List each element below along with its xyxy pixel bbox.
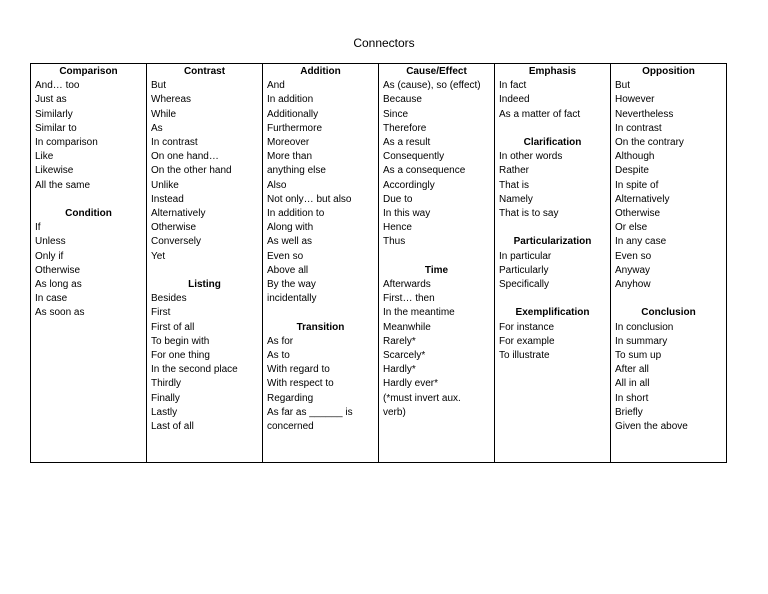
connector-item: As a matter of fact (499, 108, 581, 120)
connector-item: Only if (35, 250, 64, 262)
connector-item: Also (267, 179, 287, 191)
table-row (31, 64, 727, 463)
connector-item: As soon as (35, 307, 85, 319)
connector-item: Therefore (383, 122, 427, 134)
connector-item: As (cause), so (effect) (383, 80, 481, 92)
section-header: Exemplification (515, 307, 590, 319)
connector-item: In addition (267, 94, 314, 106)
connector-item: More than (267, 151, 313, 163)
connector-item: Alternatively (615, 193, 670, 205)
connector-item: Since (383, 108, 409, 120)
connector-item: Besides (151, 293, 187, 305)
connector-item: Along with (267, 222, 314, 234)
connector-item: incidentally (267, 293, 317, 305)
connector-item: But (151, 80, 167, 92)
connector-item: First… then (383, 293, 435, 305)
connector-item: Particularly (499, 264, 549, 276)
connector-item: However (615, 94, 655, 106)
section-header: Cause/Effect (406, 66, 467, 77)
connector-item: After all (615, 364, 649, 376)
connector-item: Lastly (151, 406, 178, 418)
section-spacer (151, 264, 258, 278)
connector-item: In any case (615, 236, 667, 248)
connector-item: In the meantime (383, 307, 455, 319)
connector-item: Scarcely* (383, 350, 426, 362)
connector-item: In contrast (151, 137, 198, 149)
connector-item: Even so (615, 250, 652, 262)
connector-item: As long as (35, 279, 82, 291)
connector-item: All the same (35, 179, 91, 191)
connector-item: For instance (499, 321, 555, 333)
connector-item: Additionally (267, 108, 319, 120)
connector-item: Consequently (383, 151, 445, 163)
column-opposition (611, 64, 727, 463)
connector-item: Not only… but also (267, 193, 352, 205)
connector-item: Likewise (35, 165, 74, 177)
connector-item: If (35, 222, 41, 234)
section-header: Comparison (59, 66, 118, 77)
connector-item: For one thing (151, 350, 210, 362)
connector-item: Regarding (267, 392, 314, 404)
connector-item: Unlike (151, 179, 179, 191)
connector-item: In addition to (267, 208, 325, 220)
connector-item: Otherwise (615, 208, 661, 220)
column-comparison (31, 64, 147, 463)
connector-item: With regard to (267, 364, 330, 376)
connector-item: In this way (383, 208, 431, 220)
connector-item: Namely (499, 193, 533, 205)
connector-item: Conversely (151, 236, 202, 248)
connector-item: As to (267, 350, 290, 362)
column-addition (263, 64, 379, 463)
connector-item: Indeed (499, 94, 530, 106)
section-spacer (499, 122, 606, 136)
connector-item: Instead (151, 193, 184, 205)
connector-item: Alternatively (151, 208, 206, 220)
connector-item: In spite of (615, 179, 659, 191)
connector-item: With respect to (267, 378, 334, 390)
connector-item: Moreover (267, 137, 310, 149)
connector-item: Whereas (151, 94, 192, 106)
connector-item: On the contrary (615, 137, 684, 149)
connector-item: As a result (383, 137, 431, 149)
connector-item: Anyhow (615, 279, 651, 291)
connector-item: Just as (35, 94, 67, 106)
connector-item: anything else (267, 165, 326, 177)
connector-item: Or else (615, 222, 648, 234)
connector-item: In fact (499, 80, 527, 92)
connector-item: That is to say (499, 208, 559, 220)
connector-item: As for (267, 335, 294, 347)
section-spacer (499, 292, 606, 306)
connector-item: Yet (151, 250, 166, 262)
section-header: Condition (65, 208, 112, 220)
connector-item: First (151, 307, 171, 319)
connector-item: For example (499, 335, 555, 347)
column-cause-effect (379, 64, 495, 463)
connector-item: In other words (499, 151, 563, 163)
connector-item: To begin with (151, 335, 210, 347)
connector-item: In conclusion (615, 321, 674, 333)
connector-item: All in all (615, 378, 650, 390)
section-header: Emphasis (528, 66, 577, 77)
column-emphasis (495, 64, 611, 463)
connector-item: concerned (267, 421, 314, 433)
connectors-table (30, 63, 727, 463)
connector-item: Similar to (35, 122, 77, 134)
column-contrast (147, 64, 263, 463)
connector-item: Otherwise (151, 222, 197, 234)
connector-item: First of all (151, 321, 195, 333)
page-title: Connectors (353, 36, 415, 50)
connector-item: Hence (383, 222, 412, 234)
connector-item: In contrast (615, 122, 662, 134)
connector-item: Specifically (499, 279, 550, 291)
connector-item: Accordingly (383, 179, 435, 191)
connector-item: Thirdly (151, 378, 182, 390)
connector-item: Meanwhile (383, 321, 431, 333)
connector-item: That is (499, 179, 530, 191)
connector-item: While (151, 108, 177, 120)
section-header: Clarification (523, 137, 582, 148)
connector-item: verb) (383, 406, 406, 418)
section-header: Opposition (642, 66, 695, 77)
connector-item: Because (383, 94, 422, 106)
connector-item: Thus (383, 236, 406, 248)
connector-item: Rather (499, 165, 530, 177)
connector-item: In the second place (151, 364, 238, 376)
connector-item: Briefly (615, 406, 643, 418)
section-header: Contrast (183, 66, 226, 77)
section-spacer (499, 221, 606, 235)
section-header: Time (424, 264, 449, 276)
connector-item: As well as (267, 236, 313, 248)
connector-item: As a consequence (383, 165, 466, 177)
connector-item: To illustrate (499, 350, 550, 362)
connector-item: Due to (383, 193, 413, 205)
connector-item: In comparison (35, 137, 98, 149)
connector-item: Last of all (151, 421, 194, 433)
connector-item: Hardly ever* (383, 378, 439, 390)
connector-item: Finally (151, 392, 180, 404)
connector-item: In short (615, 392, 649, 404)
connector-item: Similarly (35, 108, 73, 120)
connector-item: But (615, 80, 631, 92)
connector-item: Nevertheless (615, 108, 674, 120)
connector-item: Given the above (615, 421, 688, 433)
connector-item: Unless (35, 236, 66, 248)
connector-item: Hardly* (383, 364, 416, 376)
connector-item: To sum up (615, 350, 662, 362)
connector-item: In summary (615, 335, 668, 347)
connector-item: Like (35, 151, 54, 163)
section-header: Transition (296, 321, 345, 333)
section-spacer (35, 193, 142, 207)
connector-item: And (267, 80, 285, 92)
connector-item: In case (35, 293, 68, 305)
connector-item: Despite (615, 165, 649, 177)
connector-item: Otherwise (35, 264, 81, 276)
section-header: Addition (300, 66, 341, 77)
section-spacer (615, 292, 722, 306)
connector-item: Afterwards (383, 279, 431, 291)
connector-item: In particular (499, 250, 552, 262)
connector-item: Although (615, 151, 655, 163)
connector-item: Even so (267, 250, 304, 262)
connector-item: As far as ______ is (267, 406, 353, 418)
connector-item: Furthermore (267, 122, 323, 134)
connector-item: Above all (267, 264, 309, 276)
connector-item: On one hand… (151, 151, 219, 163)
section-spacer (383, 250, 490, 264)
connector-item: And… too (35, 80, 80, 92)
section-header: Particularization (513, 236, 592, 248)
connector-item: Anyway (615, 264, 651, 276)
section-spacer (267, 306, 374, 320)
section-header: Listing (188, 279, 221, 291)
connector-item: By the way (267, 279, 316, 291)
section-header: Conclusion (641, 307, 696, 319)
connector-item: Rarely* (383, 335, 416, 347)
connector-item: As (151, 122, 163, 134)
connector-item: On the other hand (151, 165, 232, 177)
connector-item: (*must invert aux. (383, 392, 461, 404)
